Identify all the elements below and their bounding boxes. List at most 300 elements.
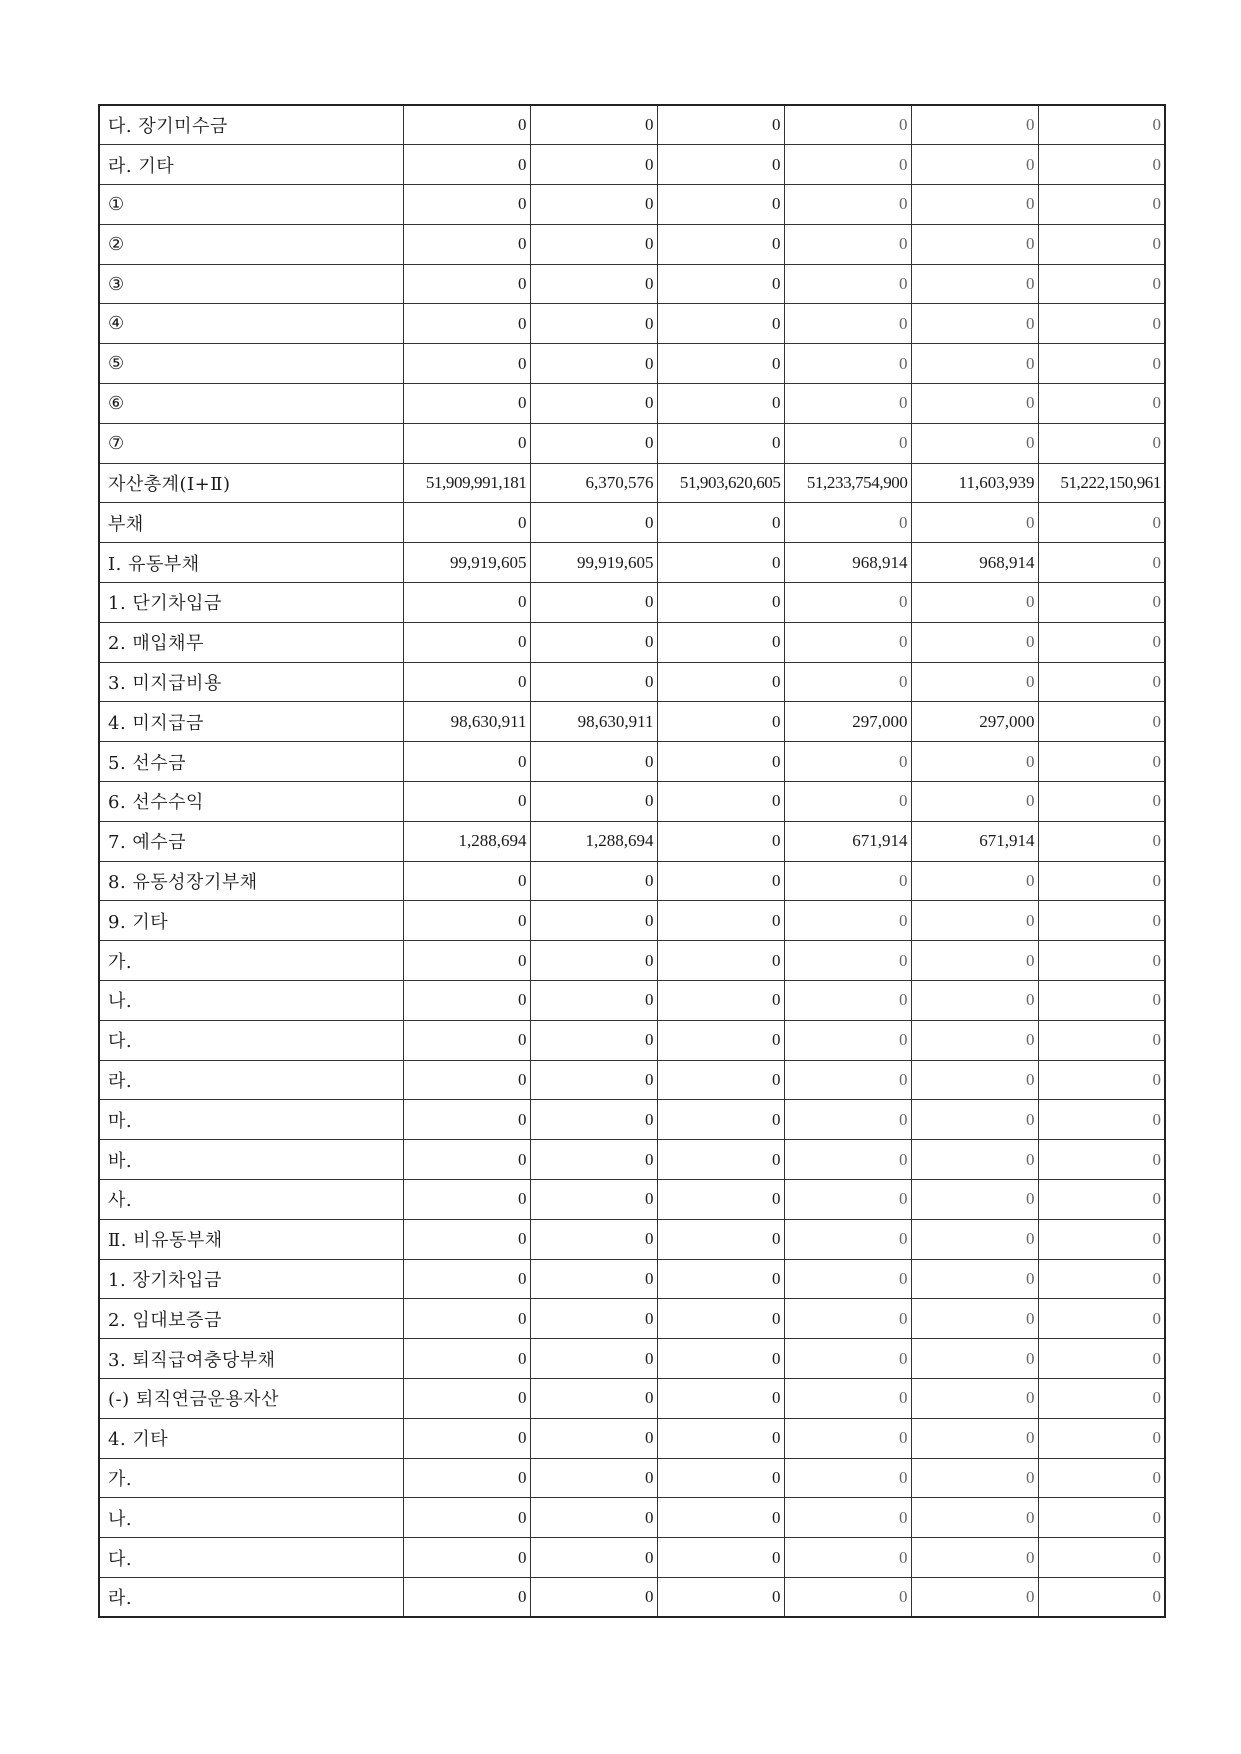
value-cell: 0 <box>1038 1538 1165 1578</box>
table-row <box>99 702 1165 742</box>
value-cell: 0 <box>911 1100 1038 1140</box>
value-cell: 0 <box>657 1577 784 1617</box>
value-cell: 0 <box>530 1379 657 1419</box>
value-cell: 0 <box>784 622 911 662</box>
value-cell: 0 <box>403 1538 530 1578</box>
value-cell: 0 <box>784 1140 911 1180</box>
balance-sheet-body <box>99 105 1165 1617</box>
value-cell: 0 <box>911 1259 1038 1299</box>
value-cell: 0 <box>403 1299 530 1339</box>
value-cell: 0 <box>784 1219 911 1259</box>
value-cell: 0 <box>530 185 657 225</box>
table-row <box>99 1299 1165 1339</box>
value-cell: 0 <box>911 1538 1038 1578</box>
value-cell: 0 <box>657 662 784 702</box>
value-cell: 0 <box>1038 1299 1165 1339</box>
value-cell: 0 <box>784 941 911 981</box>
value-cell: 0 <box>784 185 911 225</box>
value-cell: 0 <box>911 901 1038 941</box>
value-cell: 0 <box>911 264 1038 304</box>
value-cell: 0 <box>784 145 911 185</box>
value-cell: 0 <box>403 1498 530 1538</box>
value-cell: 0 <box>403 1379 530 1419</box>
value-cell: 0 <box>1038 1219 1165 1259</box>
table-row <box>99 344 1165 384</box>
value-cell: 0 <box>1038 861 1165 901</box>
value-cell: 0 <box>403 901 530 941</box>
value-cell: 0 <box>530 782 657 822</box>
table-row <box>99 1458 1165 1498</box>
value-cell: 0 <box>530 583 657 623</box>
value-cell: 0 <box>403 344 530 384</box>
table-row <box>99 1498 1165 1538</box>
value-cell: 0 <box>784 901 911 941</box>
value-cell: 0 <box>403 423 530 463</box>
value-cell: 0 <box>530 1577 657 1617</box>
value-cell: 0 <box>1038 1577 1165 1617</box>
value-cell: 0 <box>1038 264 1165 304</box>
row-label: 라. <box>99 1060 403 1100</box>
value-cell: 0 <box>784 981 911 1021</box>
row-label: ④ <box>99 304 403 344</box>
table-row <box>99 1259 1165 1299</box>
value-cell: 0 <box>530 662 657 702</box>
value-cell: 0 <box>784 1418 911 1458</box>
value-cell: 0 <box>784 742 911 782</box>
table-row <box>99 1219 1165 1259</box>
value-cell: 0 <box>657 1379 784 1419</box>
value-cell: 0 <box>403 145 530 185</box>
value-cell: 0 <box>911 1418 1038 1458</box>
value-cell: 0 <box>403 782 530 822</box>
value-cell: 0 <box>403 1180 530 1220</box>
value-cell: 0 <box>1038 384 1165 424</box>
row-label: 2. 임대보증금 <box>99 1299 403 1339</box>
value-cell: 0 <box>1038 821 1165 861</box>
value-cell: 0 <box>784 861 911 901</box>
table-row <box>99 1339 1165 1379</box>
table-row <box>99 622 1165 662</box>
value-cell: 0 <box>657 1140 784 1180</box>
row-label: 사. <box>99 1180 403 1220</box>
value-cell: 0 <box>784 1180 911 1220</box>
value-cell: 0 <box>657 901 784 941</box>
value-cell: 0 <box>657 742 784 782</box>
value-cell: 0 <box>530 1458 657 1498</box>
value-cell: 0 <box>530 1538 657 1578</box>
value-cell: 0 <box>530 981 657 1021</box>
value-cell: 0 <box>657 224 784 264</box>
row-label: Ⅱ. 비유동부채 <box>99 1219 403 1259</box>
value-cell: 0 <box>530 622 657 662</box>
value-cell: 0 <box>530 344 657 384</box>
row-label: (-) 퇴직연금운용자산 <box>99 1379 403 1419</box>
row-label: 다. 장기미수금 <box>99 105 403 145</box>
value-cell: 0 <box>657 1259 784 1299</box>
value-cell: 0 <box>784 1498 911 1538</box>
row-label: Ⅰ. 유동부채 <box>99 543 403 583</box>
table-row <box>99 543 1165 583</box>
value-cell: 0 <box>530 941 657 981</box>
value-cell: 0 <box>657 622 784 662</box>
value-cell: 0 <box>911 1379 1038 1419</box>
value-cell: 0 <box>911 583 1038 623</box>
value-cell: 0 <box>403 981 530 1021</box>
value-cell: 0 <box>911 145 1038 185</box>
value-cell: 0 <box>530 1418 657 1458</box>
value-cell: 0 <box>403 1219 530 1259</box>
value-cell: 0 <box>403 1577 530 1617</box>
row-label: 3. 미지급비용 <box>99 662 403 702</box>
value-cell: 0 <box>911 384 1038 424</box>
value-cell: 297,000 <box>911 702 1038 742</box>
table-row <box>99 981 1165 1021</box>
table-row <box>99 224 1165 264</box>
value-cell: 0 <box>784 1299 911 1339</box>
row-label: 1. 단기차입금 <box>99 583 403 623</box>
table-row <box>99 1180 1165 1220</box>
row-label: 4. 기타 <box>99 1418 403 1458</box>
value-cell: 0 <box>911 423 1038 463</box>
value-cell: 51,909,991,181 <box>403 463 530 503</box>
value-cell: 0 <box>403 861 530 901</box>
table-row <box>99 304 1165 344</box>
value-cell: 0 <box>657 941 784 981</box>
value-cell: 0 <box>657 344 784 384</box>
balance-sheet-table <box>98 104 1166 1618</box>
table-row <box>99 941 1165 981</box>
value-cell: 0 <box>911 304 1038 344</box>
value-cell: 0 <box>1038 105 1165 145</box>
value-cell: 0 <box>784 1259 911 1299</box>
row-label: 3. 퇴직급여충당부채 <box>99 1339 403 1379</box>
value-cell: 0 <box>1038 503 1165 543</box>
value-cell: 0 <box>403 503 530 543</box>
value-cell: 0 <box>657 1418 784 1458</box>
value-cell: 0 <box>1038 423 1165 463</box>
table-row <box>99 1418 1165 1458</box>
value-cell: 0 <box>530 1339 657 1379</box>
value-cell: 0 <box>657 1339 784 1379</box>
value-cell: 0 <box>530 423 657 463</box>
value-cell: 0 <box>911 1458 1038 1498</box>
value-cell: 0 <box>530 264 657 304</box>
value-cell: 1,288,694 <box>403 821 530 861</box>
value-cell: 0 <box>530 1299 657 1339</box>
table-row <box>99 782 1165 822</box>
value-cell: 0 <box>911 1060 1038 1100</box>
value-cell: 51,233,754,900 <box>784 463 911 503</box>
value-cell: 0 <box>403 304 530 344</box>
row-label: ⑦ <box>99 423 403 463</box>
value-cell: 0 <box>1038 742 1165 782</box>
table-row <box>99 1060 1165 1100</box>
value-cell: 0 <box>1038 1060 1165 1100</box>
value-cell: 0 <box>530 105 657 145</box>
table-row <box>99 185 1165 225</box>
value-cell: 0 <box>657 304 784 344</box>
value-cell: 0 <box>403 583 530 623</box>
table-row <box>99 264 1165 304</box>
value-cell: 297,000 <box>784 702 911 742</box>
value-cell: 0 <box>403 1339 530 1379</box>
value-cell: 0 <box>784 1577 911 1617</box>
value-cell: 0 <box>911 1299 1038 1339</box>
value-cell: 0 <box>1038 782 1165 822</box>
value-cell: 0 <box>1038 1458 1165 1498</box>
value-cell: 0 <box>784 583 911 623</box>
value-cell: 0 <box>911 1180 1038 1220</box>
value-cell: 0 <box>657 503 784 543</box>
value-cell: 0 <box>530 384 657 424</box>
value-cell: 0 <box>911 782 1038 822</box>
value-cell: 0 <box>530 861 657 901</box>
value-cell: 0 <box>911 1020 1038 1060</box>
row-label: 나. <box>99 981 403 1021</box>
value-cell: 0 <box>657 1180 784 1220</box>
value-cell: 0 <box>784 1538 911 1578</box>
value-cell: 0 <box>911 1577 1038 1617</box>
table-row <box>99 503 1165 543</box>
value-cell: 0 <box>530 145 657 185</box>
value-cell: 0 <box>1038 1498 1165 1538</box>
value-cell: 0 <box>1038 1100 1165 1140</box>
value-cell: 0 <box>530 1259 657 1299</box>
value-cell: 0 <box>657 185 784 225</box>
value-cell: 0 <box>530 1140 657 1180</box>
value-cell: 0 <box>1038 185 1165 225</box>
value-cell: 0 <box>784 304 911 344</box>
value-cell: 0 <box>657 423 784 463</box>
table-row <box>99 1100 1165 1140</box>
row-label: 2. 매입채무 <box>99 622 403 662</box>
value-cell: 0 <box>1038 662 1165 702</box>
value-cell: 0 <box>911 1339 1038 1379</box>
value-cell: 0 <box>530 304 657 344</box>
value-cell: 0 <box>657 384 784 424</box>
value-cell: 0 <box>784 1339 911 1379</box>
row-label: 다. <box>99 1538 403 1578</box>
value-cell: 0 <box>911 662 1038 702</box>
value-cell: 0 <box>1038 901 1165 941</box>
table-row <box>99 463 1165 503</box>
table-row <box>99 1538 1165 1578</box>
value-cell: 0 <box>403 1418 530 1458</box>
value-cell: 0 <box>403 622 530 662</box>
row-label: 7. 예수금 <box>99 821 403 861</box>
row-label: ② <box>99 224 403 264</box>
value-cell: 671,914 <box>784 821 911 861</box>
row-label: 9. 기타 <box>99 901 403 941</box>
value-cell: 0 <box>657 1458 784 1498</box>
value-cell: 51,903,620,605 <box>657 463 784 503</box>
value-cell: 0 <box>403 1458 530 1498</box>
value-cell: 1,288,694 <box>530 821 657 861</box>
value-cell: 0 <box>403 1140 530 1180</box>
value-cell: 0 <box>657 1219 784 1259</box>
value-cell: 0 <box>403 742 530 782</box>
value-cell: 0 <box>911 742 1038 782</box>
row-label: 라. 기타 <box>99 145 403 185</box>
value-cell: 0 <box>784 1060 911 1100</box>
value-cell: 0 <box>911 861 1038 901</box>
value-cell: 0 <box>1038 1180 1165 1220</box>
value-cell: 0 <box>530 1100 657 1140</box>
value-cell: 0 <box>530 742 657 782</box>
row-label: 5. 선수금 <box>99 742 403 782</box>
value-cell: 0 <box>657 1060 784 1100</box>
value-cell: 0 <box>1038 622 1165 662</box>
value-cell: 0 <box>911 1219 1038 1259</box>
value-cell: 968,914 <box>911 543 1038 583</box>
row-label: 다. <box>99 1020 403 1060</box>
value-cell: 0 <box>1038 1379 1165 1419</box>
value-cell: 0 <box>784 105 911 145</box>
value-cell: 0 <box>1038 583 1165 623</box>
row-label: 가. <box>99 941 403 981</box>
value-cell: 0 <box>1038 344 1165 384</box>
value-cell: 0 <box>403 264 530 304</box>
row-label: 4. 미지급금 <box>99 702 403 742</box>
value-cell: 968,914 <box>784 543 911 583</box>
table-row <box>99 423 1165 463</box>
value-cell: 0 <box>657 782 784 822</box>
value-cell: 6,370,576 <box>530 463 657 503</box>
value-cell: 0 <box>784 264 911 304</box>
value-cell: 0 <box>657 264 784 304</box>
value-cell: 0 <box>784 1379 911 1419</box>
value-cell: 0 <box>530 1219 657 1259</box>
value-cell: 0 <box>784 1100 911 1140</box>
table-row <box>99 1140 1165 1180</box>
row-label: 마. <box>99 1100 403 1140</box>
value-cell: 0 <box>657 1100 784 1140</box>
value-cell: 0 <box>657 821 784 861</box>
value-cell: 11,603,939 <box>911 463 1038 503</box>
value-cell: 0 <box>530 1498 657 1538</box>
table-row <box>99 1577 1165 1617</box>
table-row <box>99 742 1165 782</box>
value-cell: 0 <box>1038 543 1165 583</box>
row-label: 바. <box>99 1140 403 1180</box>
value-cell: 0 <box>530 1020 657 1060</box>
value-cell: 51,222,150,961 <box>1038 463 1165 503</box>
value-cell: 0 <box>403 1020 530 1060</box>
table-row <box>99 1379 1165 1419</box>
value-cell: 0 <box>911 981 1038 1021</box>
row-label: ③ <box>99 264 403 304</box>
table-row <box>99 901 1165 941</box>
value-cell: 0 <box>1038 1339 1165 1379</box>
value-cell: 0 <box>784 1020 911 1060</box>
row-label: 6. 선수수익 <box>99 782 403 822</box>
value-cell: 0 <box>657 1020 784 1060</box>
value-cell: 0 <box>784 782 911 822</box>
value-cell: 0 <box>530 224 657 264</box>
value-cell: 0 <box>403 1259 530 1299</box>
value-cell: 0 <box>1038 304 1165 344</box>
row-label: 8. 유동성장기부채 <box>99 861 403 901</box>
value-cell: 0 <box>1038 702 1165 742</box>
value-cell: 0 <box>657 1498 784 1538</box>
value-cell: 0 <box>1038 941 1165 981</box>
value-cell: 0 <box>1038 1020 1165 1060</box>
value-cell: 0 <box>657 543 784 583</box>
table-row <box>99 662 1165 702</box>
value-cell: 0 <box>784 384 911 424</box>
row-label: ⑤ <box>99 344 403 384</box>
table-row <box>99 821 1165 861</box>
value-cell: 0 <box>911 941 1038 981</box>
value-cell: 0 <box>403 1060 530 1100</box>
value-cell: 0 <box>1038 224 1165 264</box>
table-row <box>99 583 1165 623</box>
value-cell: 0 <box>1038 1259 1165 1299</box>
value-cell: 0 <box>530 1180 657 1220</box>
value-cell: 0 <box>1038 145 1165 185</box>
value-cell: 0 <box>530 901 657 941</box>
table-row <box>99 145 1165 185</box>
row-label: 자산총계(Ⅰ+Ⅱ) <box>99 463 403 503</box>
value-cell: 0 <box>403 384 530 424</box>
table-row <box>99 384 1165 424</box>
row-label: ⑥ <box>99 384 403 424</box>
value-cell: 0 <box>911 185 1038 225</box>
value-cell: 0 <box>657 583 784 623</box>
value-cell: 0 <box>403 1100 530 1140</box>
value-cell: 0 <box>657 1538 784 1578</box>
value-cell: 0 <box>784 503 911 543</box>
value-cell: 0 <box>911 622 1038 662</box>
value-cell: 0 <box>530 1060 657 1100</box>
value-cell: 0 <box>784 1458 911 1498</box>
table-row <box>99 1020 1165 1060</box>
value-cell: 0 <box>784 224 911 264</box>
value-cell: 99,919,605 <box>530 543 657 583</box>
value-cell: 0 <box>403 941 530 981</box>
row-label: 부채 <box>99 503 403 543</box>
value-cell: 0 <box>403 105 530 145</box>
value-cell: 0 <box>403 662 530 702</box>
table-row <box>99 105 1165 145</box>
value-cell: 0 <box>1038 1418 1165 1458</box>
value-cell: 0 <box>657 861 784 901</box>
value-cell: 0 <box>784 662 911 702</box>
row-label: 라. <box>99 1577 403 1617</box>
value-cell: 0 <box>657 702 784 742</box>
value-cell: 0 <box>911 105 1038 145</box>
value-cell: 0 <box>911 224 1038 264</box>
value-cell: 0 <box>911 344 1038 384</box>
value-cell: 0 <box>911 1140 1038 1180</box>
value-cell: 99,919,605 <box>403 543 530 583</box>
value-cell: 0 <box>657 105 784 145</box>
value-cell: 0 <box>657 145 784 185</box>
value-cell: 0 <box>530 503 657 543</box>
value-cell: 0 <box>403 224 530 264</box>
row-label: ① <box>99 185 403 225</box>
value-cell: 0 <box>1038 981 1165 1021</box>
table-row <box>99 861 1165 901</box>
value-cell: 98,630,911 <box>403 702 530 742</box>
row-label: 나. <box>99 1498 403 1538</box>
value-cell: 0 <box>1038 1140 1165 1180</box>
value-cell: 0 <box>657 981 784 1021</box>
value-cell: 0 <box>911 503 1038 543</box>
value-cell: 98,630,911 <box>530 702 657 742</box>
value-cell: 0 <box>911 1498 1038 1538</box>
value-cell: 0 <box>657 1299 784 1339</box>
